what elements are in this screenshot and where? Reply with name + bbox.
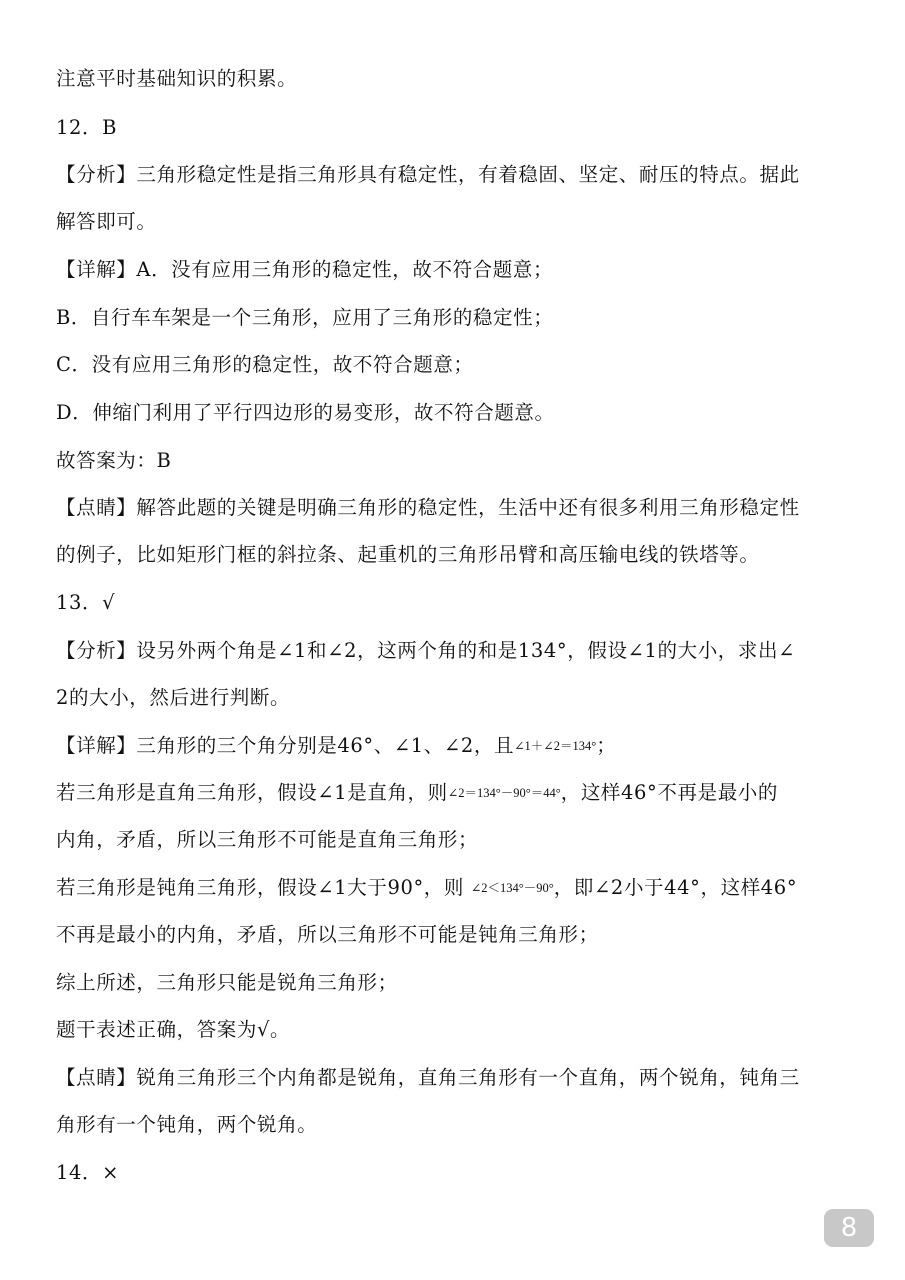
- text-segment: ，这样46°不再是最小的: [560, 781, 778, 804]
- analysis-13: 【分析】设另外两个角是∠1和∠2，这两个角的和是134°，假设∠1的大小，求出∠: [56, 639, 796, 662]
- text-line: D．伸缩门利用了平行四边形的易变形，故不符合题意。: [56, 401, 555, 424]
- text-line: B．自行车车架是一个三角形，应用了三角形的稳定性；: [56, 306, 554, 329]
- text-segment: ；: [596, 734, 617, 757]
- text-line: 故答案为：B: [56, 449, 172, 472]
- analysis-12: 【分析】三角形稳定性是指三角形具有稳定性，有着稳固、坚定、耐压的特点。据此: [56, 163, 800, 186]
- text-line: 不再是最小的内角，矛盾，所以三角形不可能是钝角三角形；: [56, 923, 599, 946]
- text-segment: 若三角形是钝角三角形，假设∠1大于90°，则: [56, 876, 471, 899]
- text-segment: 【详解】三角形的三个角分别是46°、∠1、∠2，且: [56, 734, 515, 757]
- text-line: [56, 779, 856, 807]
- text-segment: ，即∠2小于44°，这样46°: [553, 876, 798, 899]
- text-line: 解答即可。: [56, 210, 157, 233]
- text-line: 题干表述正确，答案为√。: [56, 1018, 291, 1041]
- text-line: 角形有一个钝角，两个锐角。: [56, 1113, 318, 1136]
- comment-13: 【点睛】锐角三角形三个内角都是锐角，直角三角形有一个直角，两个锐角，钝角三: [56, 1066, 800, 1089]
- math-formula: ∠2＝134°－90°＝44°: [447, 786, 561, 800]
- text-line: 注意平时基础知识的积累。: [56, 67, 298, 90]
- detail-13: [56, 732, 856, 760]
- answer-12-heading: 12．B: [56, 116, 118, 139]
- comment-12: 【点睛】解答此题的关键是明确三角形的稳定性，生活中还有很多利用三角形稳定性: [56, 496, 800, 519]
- answer-14-heading: 14．×: [56, 1161, 120, 1184]
- text-line: 的例子，比如矩形门框的斜拉条、起重机的三角形吊臂和高压输电线的铁塔等。: [56, 543, 760, 566]
- page-number-badge: 8: [824, 1209, 874, 1247]
- text-line: 2的大小，然后进行判断。: [56, 686, 291, 709]
- text-segment: 若三角形是直角三角形，假设∠1是直角，则: [56, 781, 448, 804]
- text-line: 综上所述，三角形只能是锐角三角形；: [56, 971, 398, 994]
- detail-12: 【详解】A．没有应用三角形的稳定性，故不符合题意；: [56, 258, 554, 281]
- text-line: [56, 874, 856, 902]
- math-formula: ∠2＜134°－90°: [470, 881, 554, 895]
- answer-13-heading: 13．√: [56, 591, 116, 614]
- text-line: C．没有应用三角形的稳定性，故不符合题意；: [56, 353, 474, 376]
- text-line: 内角，矛盾，所以三角形不可能是直角三角形；: [56, 828, 479, 851]
- math-formula: ∠1＋∠2＝134°: [514, 739, 597, 753]
